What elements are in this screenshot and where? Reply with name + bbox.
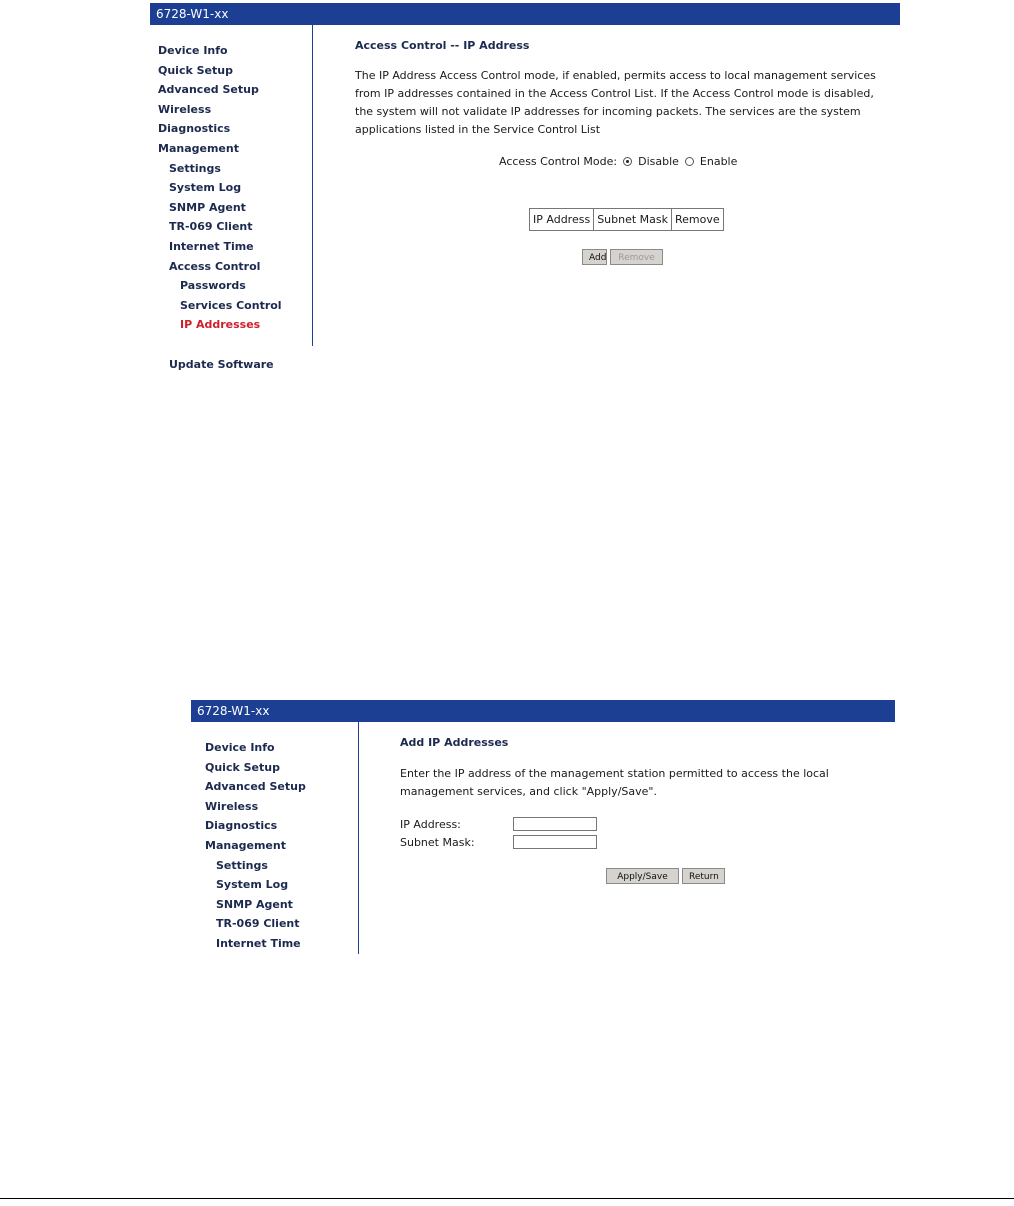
nav-settings[interactable]: Settings: [216, 859, 268, 872]
nav-internet-time[interactable]: Internet Time: [216, 937, 301, 950]
apply-save-button[interactable]: Apply/Save: [606, 868, 679, 884]
mode-label: Access Control Mode:: [499, 155, 618, 168]
ip-address-label: IP Address:: [400, 818, 461, 831]
remove-button[interactable]: Remove: [610, 249, 663, 265]
nav-snmp-agent[interactable]: SNMP Agent: [169, 201, 246, 214]
col-ip-address: IP Address: [530, 209, 594, 231]
add-ip-screen: [191, 700, 895, 954]
page-description: The IP Address Access Control mode, if enabled, permits access to local management services from IP addresses contained in the Access Control List. If the Access Control mode is disabled, the system will not validate IP addresses for incoming packets. The services are the system applications listed in the Service Control List: [355, 69, 876, 136]
nav-wireless[interactable]: Wireless: [205, 800, 259, 813]
col-remove: Remove: [672, 209, 724, 231]
table-header-row: [530, 209, 724, 231]
nav-management[interactable]: Management: [158, 142, 239, 155]
device-title: 6728-W1-xx: [197, 704, 270, 718]
nav-ip-addresses[interactable]: IP Addresses: [180, 318, 261, 331]
nav-tr069-client[interactable]: TR-069 Client: [216, 917, 300, 930]
nav-device-info[interactable]: Device Info: [205, 741, 275, 754]
sidebar-divider: [358, 722, 359, 954]
nav-diagnostics[interactable]: Diagnostics: [158, 122, 231, 135]
enable-label: Enable: [699, 155, 738, 168]
nav-snmp-agent[interactable]: SNMP Agent: [216, 898, 293, 911]
subnet-mask-input[interactable]: [513, 835, 597, 849]
nav-services-control[interactable]: Services Control: [180, 299, 282, 312]
device-title-bar: [191, 700, 895, 722]
add-button[interactable]: Add: [582, 249, 607, 265]
nav-system-log[interactable]: System Log: [216, 878, 289, 891]
access-control-mode: [499, 155, 737, 168]
nav-access-control[interactable]: Access Control: [169, 260, 261, 273]
page-title: Access Control -- IP Address: [355, 39, 530, 52]
nav-tr069-client[interactable]: TR-069 Client: [169, 220, 253, 233]
col-subnet-mask: Subnet Mask: [594, 209, 672, 231]
nav-quick-setup[interactable]: Quick Setup: [158, 64, 233, 77]
nav-update-software[interactable]: Update Software: [169, 358, 274, 371]
access-control-table: [529, 208, 724, 231]
nav-internet-time[interactable]: Internet Time: [169, 240, 254, 253]
page-description: Enter the IP address of the management station permitted to access the local management services, and click "Apply/Save".: [400, 767, 829, 798]
nav-wireless[interactable]: Wireless: [158, 103, 212, 116]
nav-passwords[interactable]: Passwords: [180, 279, 246, 292]
device-title-bar: [150, 3, 900, 25]
page-title: Add IP Addresses: [400, 736, 509, 749]
return-button[interactable]: Return: [682, 868, 725, 884]
nav-management[interactable]: Management: [205, 839, 286, 852]
disable-radio[interactable]: [623, 157, 632, 166]
nav-system-log[interactable]: System Log: [169, 181, 242, 194]
device-title: 6728-W1-xx: [156, 7, 229, 21]
nav-device-info[interactable]: Device Info: [158, 44, 228, 57]
nav-quick-setup[interactable]: Quick Setup: [205, 761, 280, 774]
nav-advanced-setup[interactable]: Advanced Setup: [158, 83, 259, 96]
access-control-screen: [150, 3, 900, 371]
nav-settings[interactable]: Settings: [169, 162, 221, 175]
ip-address-input[interactable]: [513, 817, 597, 831]
page-bottom-rule: [0, 1198, 1014, 1199]
sidebar-divider: [312, 25, 313, 346]
nav-diagnostics[interactable]: Diagnostics: [205, 819, 278, 832]
nav-advanced-setup[interactable]: Advanced Setup: [205, 780, 306, 793]
disable-label: Disable: [638, 155, 679, 168]
subnet-mask-label: Subnet Mask:: [400, 836, 475, 849]
enable-radio[interactable]: [685, 157, 694, 166]
